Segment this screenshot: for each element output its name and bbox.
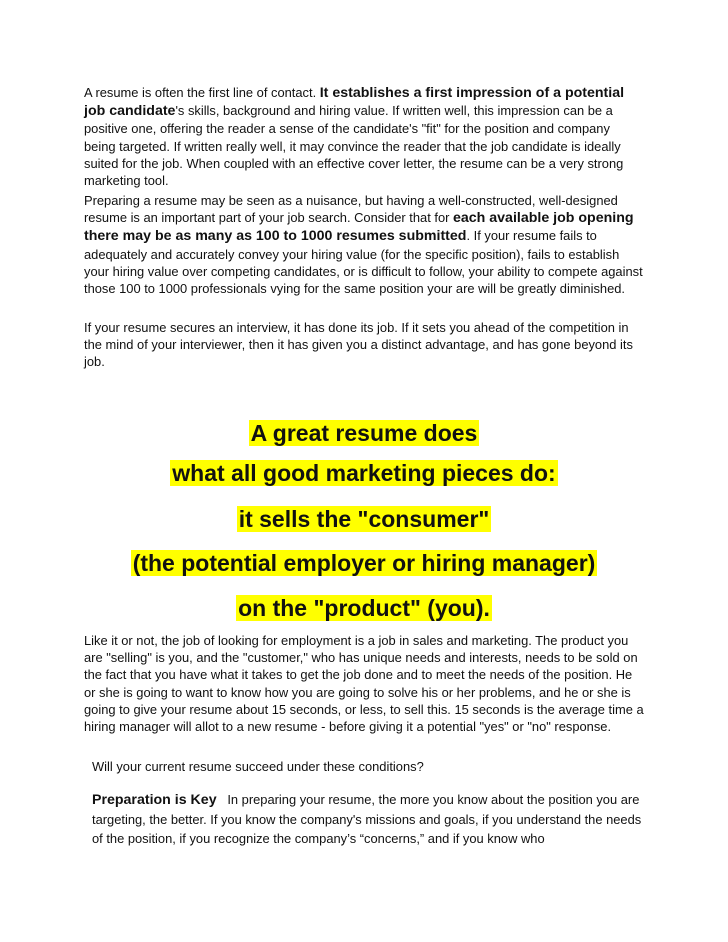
highlight-line-4 (0, 548, 728, 578)
highlight-text-4: (the potential employer or hiring manager) (132, 550, 596, 576)
intro-text-start: A resume is often the first line of contact. (84, 85, 320, 100)
intro-paragraph (84, 84, 644, 189)
highlight-line-1 (0, 418, 728, 448)
highlight-line-5 (0, 593, 728, 623)
preparation-heading: Preparation is Key (92, 792, 217, 808)
highlight-line-3 (0, 504, 728, 534)
preparation-text: In preparing your resume, the more you know about the position you are targeting, the better. If you know the company's missions and goals, if you understand the needs of the position, if you recognize the company’s “concerns,” and if you know who (92, 792, 645, 846)
competition-text-start: Preparing a resume may be seen as a nuisance, but having a well-constructed, well-designed resume is an important part of your job search. Consider that for (84, 193, 618, 226)
competition-paragraph (84, 192, 644, 297)
competition-text-end: . If your resume fails to adequately and accurately convey your hiring value (for the specific position), fails to establish your hiring value over competing candidates, or is difficult to follow, your ability to compete against those 100 to 1000 professionals vying for the same position your are will be greatly diminished. (84, 228, 643, 297)
highlight-text-2: what all good marketing pieces do: (172, 460, 556, 486)
sales-paragraph: Like it or not, the job of looking for employment is a job in sales and marketing. The product you are "selling" is you, and the "customer," who has unique needs and interests, needs to be sold on the fact that you have what it takes to get the job done and to meet the needs of the position. He or she is going to want to know how you are going to solve his or her problems, and he or she is going to give your resume about 15 seconds, or less, to sell this. 15 seconds is the average time a hiring manager will allot to a new resume - before giving it a potential "yes" or "no" response. (84, 633, 644, 735)
highlight-line-2 (0, 458, 728, 488)
intro-bold-phrase: It establishes a first impression of a potential job candidate (84, 85, 625, 120)
highlight-text-1: A great resume does (250, 420, 478, 446)
highlight-text-3: it sells the "consumer" (238, 506, 490, 532)
interview-paragraph: If your resume secures an interview, it has done its job. If it sets you ahead of the competition in the mind of your interviewer, then it has given you a distinct advantage, and has gone beyond its job. (84, 320, 633, 370)
intro-text-end: 's skills, background and hiring value. If written well, this impression can be a positive one, offering the reader a sense of the candidate's "fit" for the position and company being targeted. If written really well, it may convince the reader that the job candidate is ideally suited for the job. When coupled with an effective cover letter, the resume can be a very strong marketing tool. (84, 103, 624, 189)
preparation-paragraph (92, 790, 652, 848)
question-line: Will your current resume succeed under these conditions? (92, 759, 424, 774)
competition-bold-phrase: each available job opening there may be as many as 100 to 1000 resumes submitted (84, 210, 634, 245)
highlight-text-5: on the "product" (you). (238, 595, 490, 621)
